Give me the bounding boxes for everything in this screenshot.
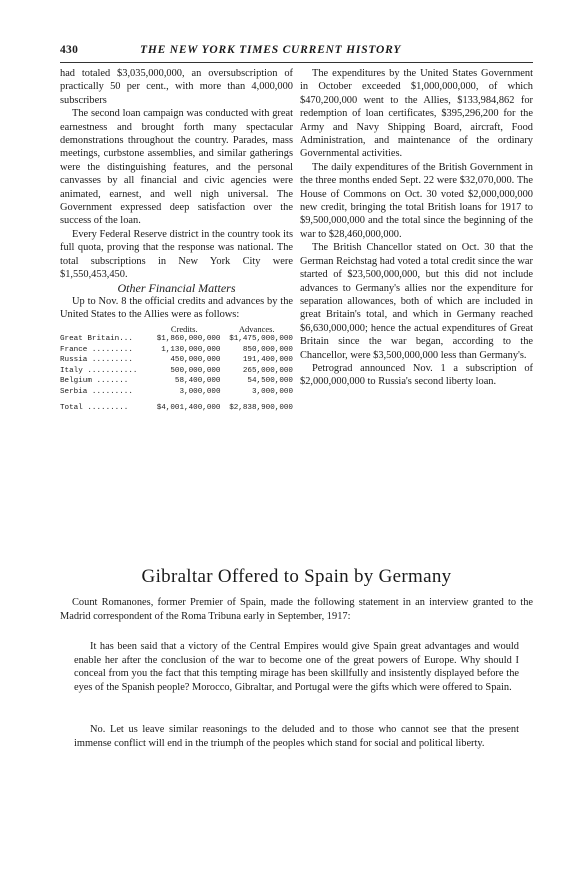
total-label-cell: Total .........: [60, 404, 129, 413]
table-row: [60, 366, 293, 377]
credits-cell: 500,000,000: [170, 366, 221, 375]
credits-cell: 3,000,000: [179, 387, 221, 396]
quote-paragraph: No. Let us leave similar reasonings to the deluded and to those who cannot see that the present immense conflict will end in the triumph of the peoples which stand for social and political liberty.: [74, 724, 519, 749]
section-intro: Count Romanones, former Premier of Spain, made the following statement in an interview granted to the Madrid correspondent of the Roma Tribuna early in September, 1917:: [60, 597, 533, 622]
running-title: THE NEW YORK TIMES CURRENT HISTORY: [140, 44, 402, 56]
left-column: [60, 67, 293, 414]
table-row: [60, 345, 293, 356]
credits-cell: 450,000,000: [170, 356, 221, 365]
country-cell: Great Britain...: [60, 335, 133, 344]
advances-cell: 850,000,000: [242, 345, 293, 354]
table-header: Credits.: [170, 323, 198, 334]
paragraph: Every Federal Reserve district in the country took its full quota, proving that the response was national. The total subscriptions in New York City were $1,550,453,450.: [60, 228, 293, 281]
credits-cell: 58,400,000: [174, 377, 221, 386]
credits-table: [60, 324, 293, 414]
paragraph: had totaled $3,035,000,000, an oversubscription of practically 50 per cent., with more than 4,000,000 subscribers: [60, 68, 293, 106]
advances-cell: 191,400,000: [242, 356, 293, 365]
table-row: [60, 355, 293, 366]
table-header: Advances.: [238, 323, 275, 334]
table-header: [60, 324, 148, 335]
paragraph: The second loan campaign was conducted with great earnestness and brought forth many spectacular demonstrations throughout the country. Parades, mass meetings, curbstone assemblies, and similar gatherings were the distinguishing features, and the personal canvasses by all financial and civic agencies were animated, earnest, and well nigh universal. The Government expressed deep satisfaction over the success of the loan.: [60, 108, 293, 227]
page-header: [60, 44, 533, 60]
total-advances-cell: $2,838,900,000: [229, 404, 293, 413]
table-header-row: [60, 324, 293, 335]
table-row: [60, 334, 293, 345]
advances-cell: $1,475,000,000: [229, 335, 293, 344]
table-total-row: [60, 397, 293, 414]
credits-cell: 1,130,000,000: [161, 345, 221, 354]
paragraph: The expenditures by the United States Government in October exceeded $1,000,000,000, of which $470,200,000 went to the Allies, $133,984,862 for redemption of loan certificates, $395,296,200 for the Army and Navy Shipping Board, aircraft, Food Administration, and maintenance of the ordinary Governmental activities.: [300, 68, 533, 160]
quote-paragraph: It has been said that a victory of the Central Empires would give Spain great advantages and would enable her after the conclusion of the war to become one of the great powers of Europe. Why should I conceal from you the fact that this tempting mirage has been skillfully and insistently displayed before the eyes of the Spanish people? Morocco, Gibraltar, and Portugal were the gifts which were offered to Spain.: [74, 641, 519, 693]
advances-cell: 3,000,000: [251, 387, 293, 396]
table-row: [60, 387, 293, 398]
country-cell: Belgium .......: [60, 377, 129, 386]
advances-cell: 54,500,000: [247, 377, 293, 386]
paragraph: The daily expenditures of the British Government in the three months ended Sept. 22 were $32,070,000. The House of Commons on Oct. 30 voted $2,000,000,000 new credit, bringing the total British loans for 1917 to $9,500,000,000 and the total since the beginning of the war to $28,460,000,000.: [300, 161, 533, 240]
header-rule: [60, 62, 533, 63]
right-column: [300, 67, 533, 389]
total-credits-cell: $4,001,400,000: [156, 404, 221, 413]
paragraph: Petrograd announced Nov. 1 a subscription of $2,000,000,000 to Russia's second liberty loan.: [300, 362, 533, 388]
credits-cell: $1,860,000,000: [156, 335, 221, 344]
country-cell: France .........: [60, 345, 133, 354]
table-row: [60, 376, 293, 387]
paragraph: Up to Nov. 8 the official credits and advances by the United States to the Allies were as follows:: [60, 295, 293, 321]
advances-cell: 265,000,000: [242, 366, 293, 375]
subheading: Other Financial Matters: [117, 280, 236, 295]
page-number: 430: [60, 44, 79, 56]
country-cell: Italy ...........: [60, 366, 138, 375]
country-cell: Serbia .........: [60, 387, 133, 396]
country-cell: Russia .........: [60, 356, 133, 365]
paragraph: The British Chancellor stated on Oct. 30 that the German Reichstag had voted a total credit since the war started of $23,500,000,000, but this did not include advances to Germany's allies nor the expenditure for separation allowances, both of which are included in great Britain's total, and which in Germany reached $6,630,000,000; hence the actual expenditures of Great Britain since the war began, according to the Chancellor, were $3,500,000,000 less than Germany's.: [300, 242, 533, 361]
section-title: Gibraltar Offered to Spain by Germany: [141, 566, 452, 587]
